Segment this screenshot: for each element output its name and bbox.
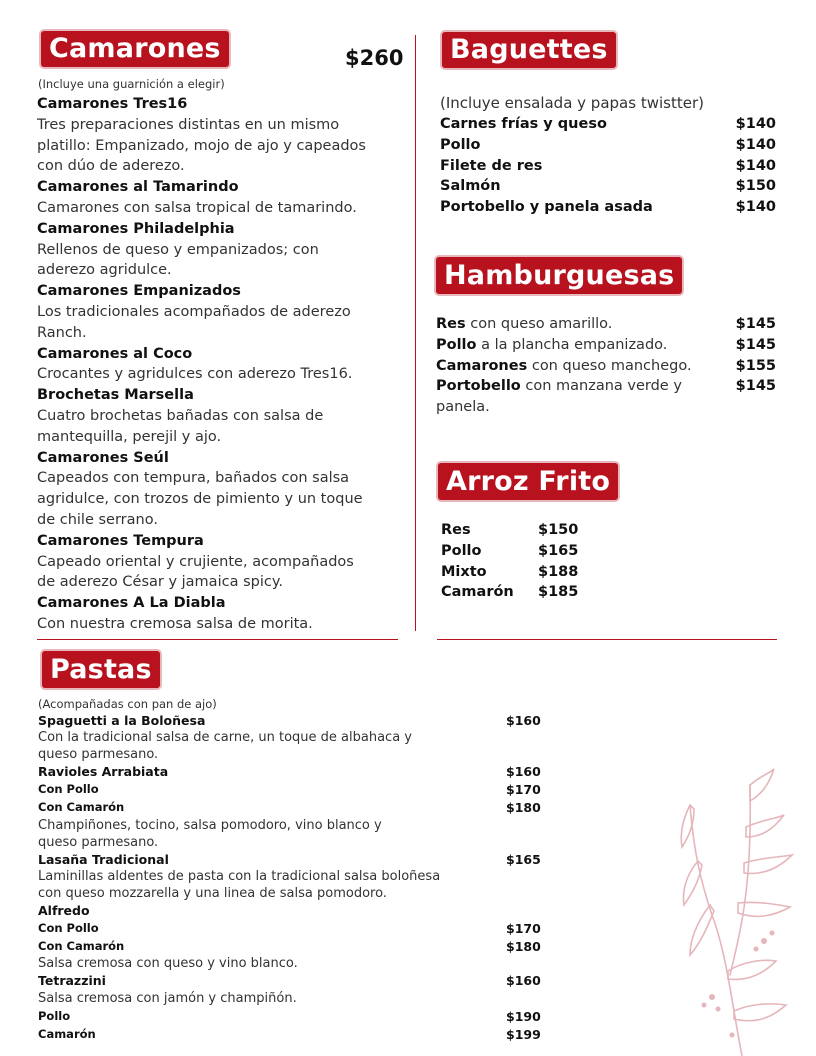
camarones-item-desc: Crocantes y agridulces con aderezo Tres16. xyxy=(37,366,353,383)
pasta-desc: Laminillas aldentes de pasta con la tradicional salsa boloñesa xyxy=(38,868,441,884)
pasta-price: $160 xyxy=(506,764,541,780)
baguette-name: Pollo xyxy=(440,136,481,153)
pasta-line xyxy=(38,1026,548,1043)
hamburguesa-desc: con queso manchego. xyxy=(527,357,692,374)
baguette-price: $140 xyxy=(735,116,776,132)
camarones-item-desc: de chile serrano. xyxy=(37,511,158,528)
pasta-name: Camarón xyxy=(38,1026,96,1041)
camarones-item-desc: Capeado oriental y crujiente, acompañados xyxy=(37,553,354,570)
pasta-price: $190 xyxy=(506,1008,541,1024)
column-divider xyxy=(415,35,416,631)
hamburguesa-price: $145 xyxy=(735,336,776,353)
camarones-list xyxy=(37,94,409,635)
camarones-item-desc: Capeados con tempura, bañados con salsa xyxy=(37,470,350,487)
pasta-name: Con Camarón xyxy=(38,800,125,815)
pasta-name: Con Pollo xyxy=(38,921,99,936)
pasta-line xyxy=(38,851,548,868)
baguette-price: $150 xyxy=(735,178,776,195)
baguettes-note: (Incluye ensalada y papas twistter) xyxy=(440,94,704,112)
pasta-name: Pollo xyxy=(38,1008,71,1023)
pasta-line xyxy=(38,729,548,746)
pasta-price: $170 xyxy=(506,921,541,937)
arroz-row xyxy=(441,562,641,583)
camarones-item-desc: aderezo agridulce. xyxy=(37,262,172,279)
pasta-line xyxy=(38,1008,548,1025)
pasta-line xyxy=(38,868,548,885)
camarones-item-desc: Los tradicionales acompañados de aderezo xyxy=(37,303,351,320)
baguette-row xyxy=(440,197,776,218)
camarones-note: (Incluye una guarnición a elegir) xyxy=(38,77,225,91)
camarones-heading: Camarones xyxy=(41,31,229,67)
hamburguesa-name: Camarones xyxy=(436,357,528,374)
pasta-desc: Con la tradicional salsa de carne, un toque de albahaca y xyxy=(38,730,412,746)
camarones-item-name: Camarones al Tamarindo xyxy=(37,179,239,196)
pasta-desc: Salsa cremosa con queso y vino blanco. xyxy=(38,956,298,972)
pasta-line xyxy=(38,817,548,834)
berry-7 xyxy=(730,1033,735,1038)
baguette-name: Carnes frías y queso xyxy=(440,116,607,132)
camarones-item-desc: agridulce, con trozos de pimiento y un toque xyxy=(37,491,363,508)
pasta-desc: Champiñones, tocino, salsa pomodoro, vino blanco y xyxy=(38,817,382,833)
hamburguesa-price: $145 xyxy=(735,316,776,332)
pasta-line xyxy=(38,799,548,816)
pasta-price: $170 xyxy=(506,782,541,798)
arroz-name: Res xyxy=(441,522,471,538)
berry-4 xyxy=(709,994,715,1000)
arroz-price: $150 xyxy=(538,522,579,538)
berry-1 xyxy=(761,938,767,944)
berry-5 xyxy=(702,1003,707,1008)
baguette-row xyxy=(440,135,776,156)
arroz-name: Camarón xyxy=(441,584,514,601)
pasta-name: Lasaña Tradicional xyxy=(38,851,169,867)
baguette-price: $140 xyxy=(735,199,776,216)
pastas-note: (Acompañadas con pan de ajo) xyxy=(38,697,217,711)
leaf-8 xyxy=(728,960,776,979)
pasta-desc: queso parmesano. xyxy=(38,834,159,850)
arroz-row xyxy=(441,520,641,541)
camarones-item-name: Camarones Philadelphia xyxy=(37,220,235,237)
branch-twig xyxy=(730,785,750,975)
pasta-name: Con Camarón xyxy=(38,939,125,954)
camarones-item-name: Brochetas Marsella xyxy=(37,387,194,404)
pasta-desc: con queso mozzarella y una linea de salsa pomodoro. xyxy=(38,885,387,901)
hamburguesa-name: Res xyxy=(436,316,466,332)
baguettes-list xyxy=(440,114,776,218)
pasta-line xyxy=(38,834,548,851)
arroz-row xyxy=(441,582,641,603)
hamburguesa-desc: a la plancha empanizado. xyxy=(476,336,668,353)
camarones-item-name: Camarones Empanizados xyxy=(37,283,241,300)
pasta-price: $160 xyxy=(506,713,541,728)
pasta-line xyxy=(38,885,548,902)
hamburguesa-row xyxy=(436,356,776,377)
pasta-line xyxy=(38,990,548,1007)
camarones-item-desc: de aderezo César y jamaica spicy. xyxy=(37,574,283,591)
leaf-4 xyxy=(738,902,790,916)
hamburguesa-row xyxy=(436,335,776,356)
baguette-price: $140 xyxy=(735,157,776,174)
hamburguesa-name: Portobello xyxy=(436,378,521,395)
right-rule-bottom xyxy=(437,639,777,640)
hamburguesa-desc-continued: panela. xyxy=(436,399,490,416)
pasta-name: Tetrazzini xyxy=(38,973,106,989)
hamburguesas-list xyxy=(436,314,776,418)
pasta-line xyxy=(38,746,548,763)
berry-3 xyxy=(754,947,759,952)
baguette-name: Filete de res xyxy=(440,157,543,174)
camarones-item-desc: Tres preparaciones distintas en un mismo xyxy=(37,116,340,133)
pasta-line xyxy=(38,938,548,955)
camarones-rule-bottom xyxy=(37,639,398,640)
camarones-item-name: Camarones Tempura xyxy=(37,532,204,549)
camarones-item-name: Camarones Seúl xyxy=(37,449,169,466)
camarones-item-name: Camarones Tres16 xyxy=(37,96,188,112)
baguette-name: Salmón xyxy=(440,178,501,195)
leaf-1 xyxy=(750,769,774,801)
arroz-name: Pollo xyxy=(441,542,482,559)
pasta-line xyxy=(38,920,548,937)
baguettes-heading: Baguettes xyxy=(442,32,616,68)
leaf-branch-decoration xyxy=(672,765,816,1056)
hamburguesa-row xyxy=(436,314,776,335)
camarones-item-name: Camarones al Coco xyxy=(37,345,193,362)
pasta-line xyxy=(38,781,548,798)
pasta-price: $199 xyxy=(506,1026,541,1042)
camarones-item-desc: Con nuestra cremosa salsa de morita. xyxy=(37,615,313,632)
hamburguesa-price: $145 xyxy=(735,378,776,395)
berry-6 xyxy=(716,1007,721,1012)
hamburguesa-desc: con manzana verde y xyxy=(520,378,682,395)
pasta-name: Spaguetti a la Boloñesa xyxy=(38,713,206,728)
berry-2 xyxy=(770,931,775,936)
arroz-frito-heading: Arroz Frito xyxy=(438,463,618,500)
baguette-row xyxy=(440,114,776,135)
pasta-price: $180 xyxy=(506,800,541,816)
pasta-line xyxy=(38,955,548,972)
baguette-price: $140 xyxy=(735,136,776,153)
camarones-item-desc: mantequilla, perejil y ajo. xyxy=(37,428,222,445)
pasta-price: $165 xyxy=(506,851,541,867)
leaf-9 xyxy=(734,1004,786,1021)
camarones-item-name: Camarones A La Diabla xyxy=(37,595,226,612)
hamburguesa-row xyxy=(436,376,776,397)
pasta-desc: queso parmesano. xyxy=(38,747,159,763)
pasta-name: Alfredo xyxy=(38,903,90,919)
camarones-price: $260 xyxy=(345,46,404,70)
pasta-line xyxy=(38,712,548,729)
arroz-price: $188 xyxy=(538,563,579,580)
pasta-price: $160 xyxy=(506,973,541,989)
pasta-name: Ravioles Arrabiata xyxy=(38,764,169,780)
camarones-item-desc: con dúo de aderezo. xyxy=(37,158,185,175)
camarones-item-desc: Ranch. xyxy=(37,324,87,341)
arroz-row xyxy=(441,541,641,562)
camarones-item-desc: Cuatro brochetas bañadas con salsa de xyxy=(37,407,324,424)
leaf-3 xyxy=(744,855,792,873)
pastas-heading: Pastas xyxy=(42,651,160,688)
arroz-frito-list xyxy=(441,520,641,603)
hamburguesa-name: Pollo xyxy=(436,336,477,353)
baguette-name: Portobello y panela asada xyxy=(440,199,653,216)
leaf-2 xyxy=(746,815,784,837)
hamburguesa-price: $155 xyxy=(735,357,776,374)
pasta-price: $180 xyxy=(506,939,541,955)
pasta-name: Con Pollo xyxy=(38,782,99,797)
arroz-price: $185 xyxy=(538,584,579,601)
pastas-list xyxy=(38,712,548,1043)
hamburguesas-heading: Hamburguesas xyxy=(436,257,682,294)
arroz-price: $165 xyxy=(538,542,579,559)
baguette-row xyxy=(440,156,776,177)
baguette-row xyxy=(440,176,776,197)
camarones-item-desc: Camarones con salsa tropical de tamarindo. xyxy=(37,199,357,216)
pasta-desc: Salsa cremosa con jamón y champiñón. xyxy=(38,990,297,1006)
camarones-item-desc: platillo: Empanizado, mojo de ajo y capeados xyxy=(37,137,366,154)
arroz-name: Mixto xyxy=(441,563,487,580)
pasta-line xyxy=(38,763,548,780)
hamburguesa-desc: con queso amarillo. xyxy=(465,316,613,332)
leaf-5 xyxy=(681,805,694,847)
camarones-item-desc: Rellenos de queso y empanizados; con xyxy=(37,241,319,258)
pasta-line xyxy=(38,902,548,919)
pasta-line xyxy=(38,972,548,989)
